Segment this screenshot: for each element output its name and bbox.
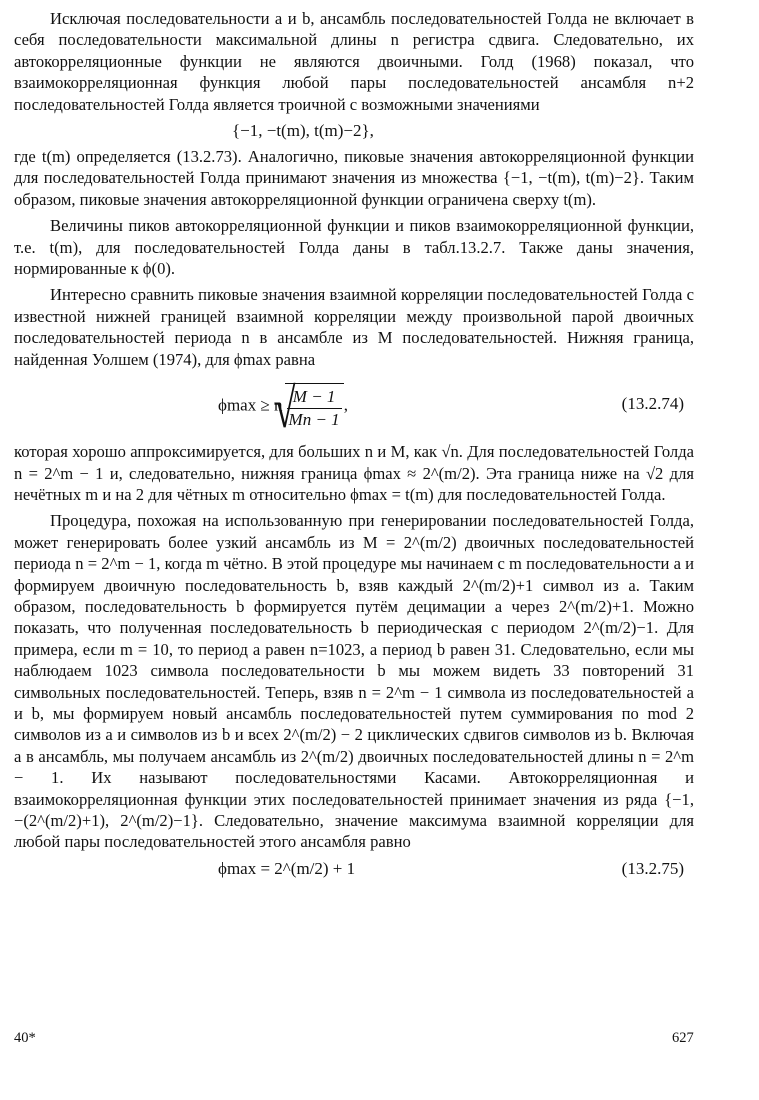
fraction	[287, 386, 342, 430]
sqrt-symbol	[285, 383, 344, 430]
paragraph-5: которая хорошо аппроксимируется, для больших n и M, как √n. Для последовательностей Голда n = 2^m − 1 и, следовательно, нижняя граница ϕmax ≈ 2^(m/2). Эта граница ниже на √2 для нечётных m и на 2 для чётных m относительно ϕmax = t(m) для последовательностей Голда.	[14, 442, 694, 504]
equation-number-13-2-74: (13.2.74)	[621, 394, 684, 414]
paragraph-6: Процедура, похожая на использованную при генерировании последовательностей Голда, может генерировать более узкий ансамбль из M = 2^(m/2) двоичных последовательностей периода n = 2^m − 1, когда m чётно. В этой процедуре мы начинаем с m последовательности a и формируем двоичную последовательность b, взяв каждый 2^(m/2)+1 символ из a. Таким образом, последовательность b формируется путём децимации a через 2^(m/2)+1. Можно показать, что полученная последовательность b периодическая с периодом 2^(m/2)−1. Для примера, если m = 10, то период a равен n=1023, а период b равен 31. Следовательно, если мы наблюдаем 1023 символа последовательности b мы можем видеть 33 повторений 31 символьных последовательностей. Теперь, взяв n = 2^m − 1 символа из последовательностей a и b, мы формируем новый ансамбль последовательностей путем суммирования по mod 2 символов из a и символов из b и всех 2^(m/2) − 2 циклических сдвигов символов из b. Включая a в ансамбль, мы получаем ансамбль из 2^(m/2) двоичных последовательностей длины n = 2^m − 1. Их называют последовательностями Касами. Автокорреляционная и взаимокорреляционная функции этих последовательностей принимает значения из ряда {−1, −(2^(m/2)+1), 2^(m/2)−1}. Следовательно, значение максимума взаимной корреляции для любой пары последовательностей этого ансамбля равно	[14, 511, 694, 852]
paragraph-2: где t(m) определяется (13.2.73). Аналогично, пиковые значения автокорреляционной функции для последовательностей Голда принимают значения из множества {−1, −t(m), t(m)−2}. Таким образом, пиковые значения автокорреляционной функции ограничена сверху t(m).	[14, 147, 694, 209]
paragraph-3: Величины пиков автокорреляционной функции и пиков взаимокорреляционной функции, т.е. t(m), для последовательностей Голда даны в табл.13.2.7. Также даны значения, нормированные к ϕ(0).	[14, 216, 694, 279]
page-body	[14, 8, 694, 884]
equation-number-13-2-75: (13.2.75)	[621, 858, 684, 878]
equation-13-2-74-lhs: ϕmax ≥ n	[218, 395, 283, 415]
page-number: 627	[672, 1030, 694, 1046]
paragraph-1: Исключая последовательности a и b, ансамбль последовательностей Голда не включает в себя последовательности максимальной длины n регистра сдвига. Следовательно, их автокорреляционные функции не являются двоичными. Голд (1968) показал, что взаимокорреляционная функция любой пары последовательностей ансамбля n+2 последовательностей Голда является троичной с возможными значениями	[14, 9, 694, 114]
fraction-denominator: Mn − 1	[288, 409, 340, 429]
equation-13-2-75	[14, 858, 694, 880]
signature-mark: 40*	[14, 1030, 36, 1046]
equation-ternary-text: {−1, −t(m), t(m)−2},	[232, 121, 374, 141]
equation-13-2-75-body: ϕmax = 2^(m/2) + 1	[218, 858, 356, 878]
equation-13-2-74-tail: ,	[343, 395, 348, 415]
paragraph-4: Интересно сравнить пиковые значения взаимной корреляции последовательностей Голда с известной нижней границей взаимной корреляции между произвольной парой двоичных последовательностей периода n в ансамбле из M последовательностей. Нижняя граница, найденная Уолшем (1974), для ϕmax равна	[14, 285, 694, 369]
equation-ternary-values	[14, 120, 694, 142]
equation-13-2-74	[14, 375, 694, 437]
fraction-numerator: √ M − 1	[287, 386, 342, 408]
equation-13-2-74-body	[218, 383, 348, 430]
